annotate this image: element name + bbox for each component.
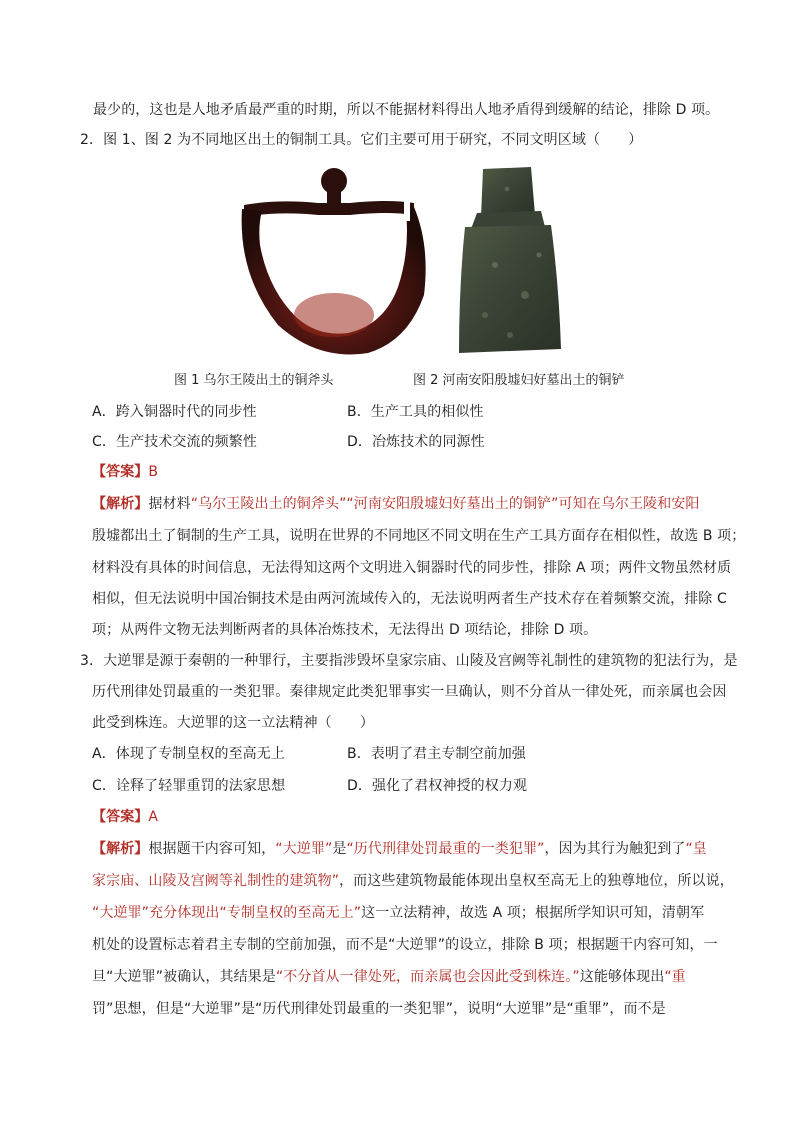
q2-option-c: C．生产技术交流的频繁性: [92, 434, 257, 450]
q3-analysis-line-5: [92, 967, 686, 987]
q3-analysis-text: 是: [332, 841, 347, 857]
q3-analysis-text: 这能够体现出: [579, 969, 665, 985]
q2-option-d: D．冶炼技术的同源性: [347, 434, 485, 450]
q3-analysis-line-1: [92, 839, 707, 859]
q3-analysis-highlight: “重: [664, 969, 686, 985]
q2-answer-value: B: [148, 464, 159, 480]
q3-analysis-highlight: “大逆罪”: [275, 841, 333, 857]
q3-answer-value: A: [148, 809, 159, 825]
q3-stem-line-3: 此受到株连。大逆罪的这一立法精神（ ）: [92, 715, 374, 731]
q3-analysis-highlight: “历代刑律处罚最重的一类犯罪”: [346, 841, 545, 857]
question-2-stem: 2．图 1、图 2 为不同地区出土的铜制工具。它们主要可用于研究，不同文明区域（ ）: [80, 132, 643, 148]
q2-answer-label: 【答案】: [92, 464, 149, 480]
figure-2-bronze-shovel-image: [455, 165, 573, 357]
q3-option-d: D．强化了君权神授的权力观: [347, 778, 528, 794]
q3-analysis-line-2: [92, 871, 734, 891]
q2-analysis-line-5: 项；从两件文物无法判断两者的具体冶炼技术，无法得出 D 项结论，排除 D 项。: [92, 622, 598, 638]
q3-analysis-text: 这一立法精神，故选 A 项；根据所学知识可知，清朝军: [361, 905, 705, 921]
q3-option-a: A．体现了专制皇权的至高无上: [92, 746, 285, 762]
q3-analysis-text: ，而这些建筑物最能体现出皇权至高无上的独尊地位，所以说，: [339, 873, 734, 889]
q2-analysis-line-3: 材料没有具体的时间信息，无法得知这两个文明进入铜器时代的同步性，排除 A 项；两件文物虽然材质: [92, 560, 732, 576]
q3-answer: [92, 807, 158, 827]
q3-analysis-highlight: “大逆罪”充分体现出“专制皇权的至高无上”: [92, 905, 362, 921]
q2-analysis-text: 据材料: [148, 496, 191, 512]
q2-analysis-line-4: 相似，但无法说明中国冶铜技术是由两河流域传入的，无法说明两者生产技术存在着频繁交流，排除 C: [92, 591, 727, 607]
figure-2-caption: 图 2 河南安阳殷墟妇好墓出土的铜铲: [413, 373, 625, 388]
q2-option-a: A．跨入铜器时代的同步性: [92, 404, 257, 420]
q3-option-c: C．诠释了轻罪重罚的法家思想: [92, 778, 286, 794]
q3-analysis-line-4: 机处的设置标志着君主专制的空前加强，而不是“大逆罪”的设立，排除 B 项；根据题干内容可知，一: [92, 937, 718, 953]
q3-stem-line-2: 历代刑律处罚最重的一类犯罪。秦律规定此类犯罪事实一旦确认，则不分首从一律处死，而亲属也会因: [92, 684, 727, 700]
q2-analysis-highlight: “乌尔王陵出土的铜斧头”“河南安阳殷墟妇好墓出土的铜铲”可知在乌尔王陵和安阳: [190, 496, 700, 512]
top-line: 最少的，这也是人地矛盾最严重的时期，所以不能据材料得出人地矛盾得到缓解的结论，排除 D 项。: [93, 102, 720, 118]
q2-answer: [92, 462, 158, 482]
q3-analysis-text: 根据题干内容可知，: [148, 841, 276, 857]
q3-stem-line-1: 3．大逆罪是源于秦朝的一种罪行，主要指涉毁坏皇家宗庙、山陵及宫阙等礼制性的建筑物的犯法行为，是: [80, 653, 738, 669]
figure-1-caption: 图 1 乌尔王陵出土的铜斧头: [174, 373, 334, 388]
q3-analysis-line-3: [92, 903, 704, 923]
q3-analysis-highlight: 家宗庙、山陵及宫阙等礼制性的建筑物”: [92, 873, 340, 889]
q3-analysis-label: 【解析】: [92, 841, 149, 857]
q3-analysis-text: ，因为其行为触犯到了: [544, 841, 686, 857]
q3-analysis-text: 旦“大逆罪”被确认，其结果是: [92, 969, 276, 985]
q2-analysis-line-2: 殷墟都出土了铜制的生产工具，说明在世界的不同地区不同文明在生产工具方面存在相似性，故选 B 项；: [92, 528, 746, 544]
q3-analysis-line-6: 罚”思想，但是“大逆罪”是“历代刑律处罚最重的一类犯罪”，说明“大逆罪”是“重罪”，而不是: [92, 1001, 666, 1017]
q3-analysis-highlight: “皇: [685, 841, 707, 857]
q3-analysis-highlight: “不分首从一律处死，而亲属也会因此受到株连。”: [275, 969, 580, 985]
q3-option-b: B．表明了君主专制空前加强: [347, 746, 526, 762]
q2-option-b: B．生产工具的相似性: [347, 404, 484, 420]
figure-1-copper-axe-image: [238, 165, 430, 360]
q2-analysis-label: 【解析】: [92, 496, 149, 512]
q2-analysis-line-1: [92, 494, 700, 514]
q3-answer-label: 【答案】: [92, 809, 149, 825]
